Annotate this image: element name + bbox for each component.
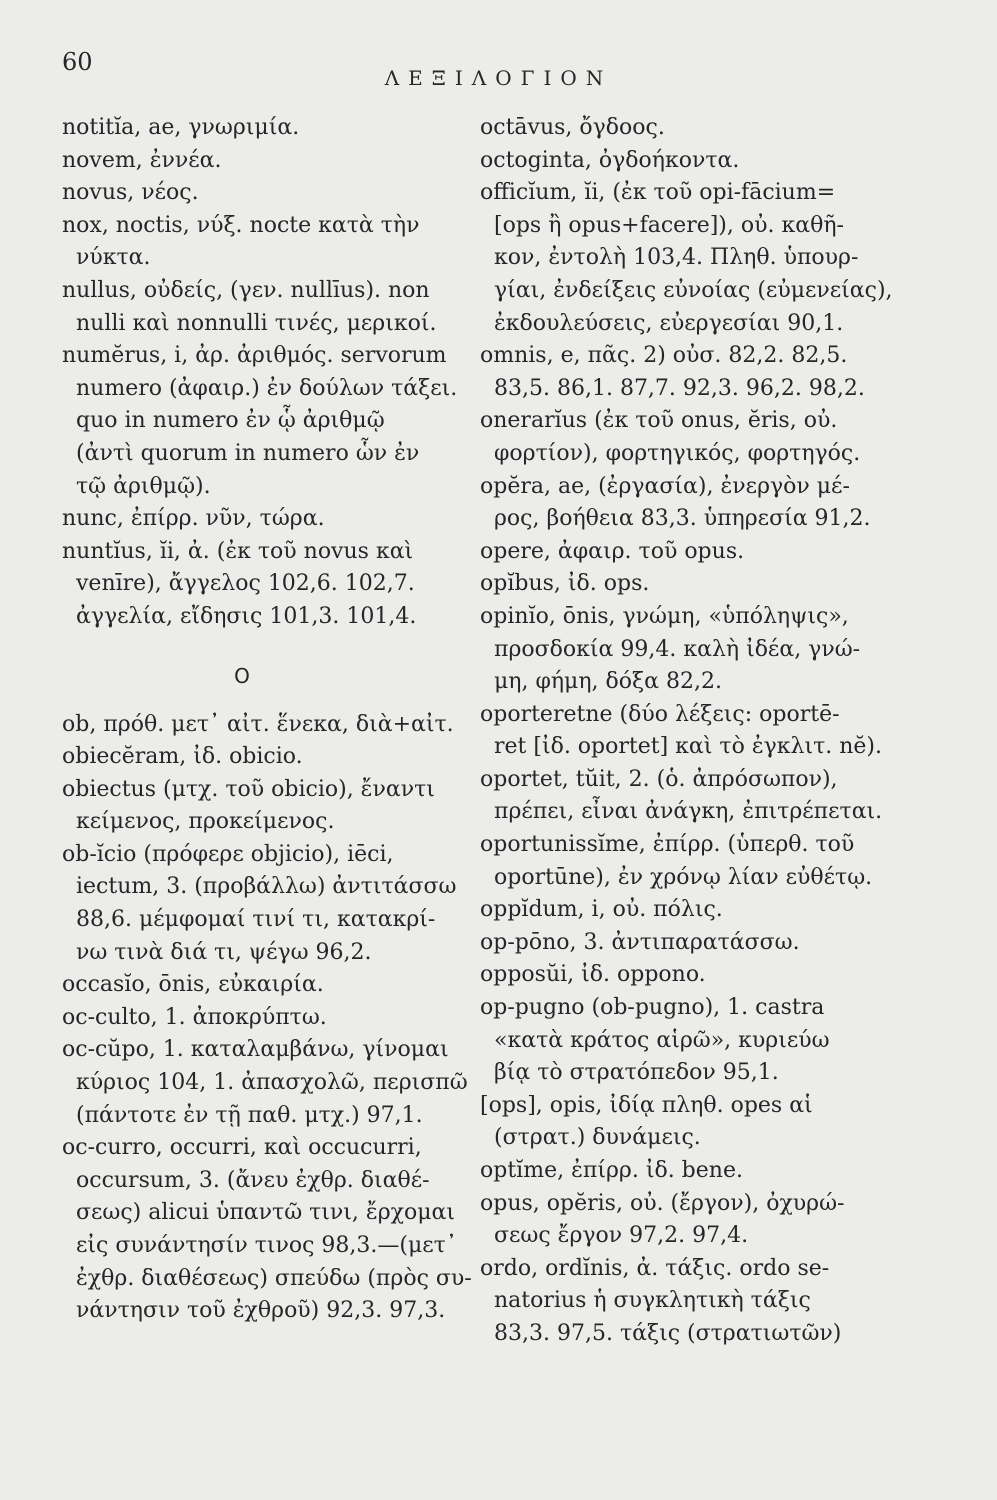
dictionary-line: κον, ἐντολὴ 103,4. Πληθ. ὑπουρ- bbox=[494, 245, 859, 271]
dictionary-line: occasĭo, ōnis, εὐκαιρία. bbox=[62, 972, 324, 998]
dictionary-line: [ops ἢ opus+facere]), οὐ. καθῆ- bbox=[494, 212, 844, 238]
dictionary-line: ob-ĭcio (πρόφερε objicio), iēci, bbox=[62, 841, 394, 867]
dictionary-line: obiecĕram, ἰδ. obicio. bbox=[62, 744, 303, 770]
dictionary-line: [ops], opis, ἰδίᾳ πληθ. opes αἱ bbox=[480, 1092, 813, 1118]
dictionary-line: 83,5. 86,1. 87,7. 92,3. 96,2. 98,2. bbox=[494, 375, 865, 401]
dictionary-line: novus, νέος. bbox=[62, 180, 199, 206]
right-column bbox=[480, 112, 900, 1351]
section-letter: O bbox=[234, 663, 250, 688]
dictionary-line: 83,3. 97,5. τάξις (στρατιωτῶν) bbox=[494, 1320, 842, 1346]
dictionary-line: (ἀντὶ quorum in numero ὧν ἐν bbox=[76, 440, 420, 466]
dictionary-line: φορτίον), φορτηγικός, φορτηγός. bbox=[494, 440, 861, 466]
dictionary-line: κείμενος, προκείμενος. bbox=[76, 809, 335, 835]
dictionary-line: occursum, 3. (ἄνευ ἐχθρ. διαθέ- bbox=[76, 1167, 430, 1193]
dictionary-line: octāvus, ὄγδοος. bbox=[480, 115, 665, 140]
dictionary-line: opĭbus, ἰδ. ops. bbox=[480, 571, 650, 597]
dictionary-line: oporteretne (δύο λέξεις: oportē- bbox=[480, 701, 840, 727]
dictionary-line: τῷ ἀριθμῷ). bbox=[76, 473, 211, 499]
dictionary-line: novem, ἐννέα. bbox=[62, 147, 222, 173]
dictionary-line: νάντησιν τοῦ ἐχθροῦ) 92,3. 97,3. bbox=[76, 1298, 446, 1324]
dictionary-line: onerarĭus (ἐκ τοῦ onus, ĕris, οὐ. bbox=[480, 408, 838, 434]
dictionary-line: opinĭo, ōnis, γνώμη, «ὑπόληψις», bbox=[480, 603, 849, 629]
dictionary-line: nox, noctis, νύξ. nocte κατὰ τὴν bbox=[62, 212, 420, 238]
dictionary-line: ρος, βοήθεια 83,3. ὑπηρεσία 91,2. bbox=[494, 506, 871, 532]
dictionary-line: nulli καὶ nonnulli τινές, μερικοί. bbox=[76, 310, 437, 336]
dictionary-line: venīre), ἄγγελος 102,6. 102,7. bbox=[76, 571, 415, 597]
dictionary-line: oportet, tŭit, 2. (ὁ. ἀπρόσωπον), bbox=[480, 766, 838, 792]
dictionary-line: σεως ἔργον 97,2. 97,4. bbox=[494, 1223, 749, 1249]
dictionary-line: nunc, ἐπίρρ. νῦν, τώρα. bbox=[62, 506, 325, 532]
dictionary-line: νύκτα. bbox=[76, 245, 151, 271]
dictionary-line: σεως) alicui ὑπαντῶ τινι, ἔρχομαι bbox=[76, 1200, 456, 1226]
dictionary-line: obiectus (μτχ. τοῦ obicio), ἔναντι bbox=[62, 776, 435, 802]
dictionary-line: ordo, ordĭnis, ἀ. τάξις. ordo se- bbox=[480, 1255, 830, 1281]
page-number: 60 bbox=[62, 48, 93, 76]
dictionary-line: optĭme, ἐπίρρ. ἰδ. bene. bbox=[480, 1158, 743, 1183]
dictionary-line: εἰς συνάντησίν τινος 98,3.—(μετ᾿ bbox=[76, 1233, 457, 1258]
dictionary-line: ἐχθρ. διαθέσεως) σπεύδω (πρὸς συ- bbox=[76, 1265, 472, 1291]
right-entries-block bbox=[480, 112, 900, 1351]
dictionary-line: βίᾳ τὸ στρατόπεδον 95,1. bbox=[494, 1060, 779, 1086]
dictionary-line: μη, φήμη, δόξα 82,2. bbox=[494, 669, 722, 695]
dictionary-line: κύριος 104, 1. ἀπασχολῶ, περισπῶ bbox=[76, 1070, 468, 1096]
dictionary-line: ἐκδουλεύσεις, εὐεργεσίαι 90,1. bbox=[494, 310, 844, 336]
dictionary-line: ἀγγελία, εἴδησις 101,3. 101,4. bbox=[76, 603, 417, 629]
left-column bbox=[62, 112, 472, 1328]
dictionary-line: omnis, e, πᾶς. 2) οὐσ. 82,2. 82,5. bbox=[480, 343, 848, 369]
dictionary-line: numero (ἀφαιρ.) ἐν δούλων τάξει. bbox=[76, 375, 458, 401]
dictionary-line: oportunissĭme, ἐπίρρ. (ὑπερθ. τοῦ bbox=[480, 832, 855, 858]
dictionary-line: προσδοκία 99,4. καλὴ ἰδέα, γνώ- bbox=[494, 636, 861, 662]
dictionary-line: (στρατ.) δυνάμεις. bbox=[494, 1125, 701, 1151]
dictionary-line: iectum, 3. (προβάλλω) ἀντιτάσσω bbox=[76, 874, 457, 900]
dictionary-line: oc-curro, occurri, καὶ occucurri, bbox=[62, 1135, 422, 1161]
dictionary-line: notitĭa, ae, γνωριμία. bbox=[62, 115, 300, 140]
dictionary-line: nuntĭus, ĭi, ἀ. (ἐκ τοῦ novus καὶ bbox=[62, 538, 414, 564]
dictionary-line: quo in numero ἐν ᾧ ἀριθμῷ bbox=[76, 408, 385, 434]
dictionary-line: oc-culto, 1. ἀποκρύπτω. bbox=[62, 1004, 327, 1030]
dictionary-line: oportūne), ἐν χρόνῳ λίαν εὐθέτῳ. bbox=[494, 864, 873, 890]
dictionary-line: (πάντοτε ἐν τῇ παθ. μτχ.) 97,1. bbox=[76, 1102, 423, 1128]
dictionary-line: ob, πρόθ. μετ᾿ αἰτ. ἕνεκα, διὰ+αἰτ. bbox=[62, 711, 454, 737]
dictionary-line: opposŭi, ἰδ. oppono. bbox=[480, 962, 706, 988]
dictionary-line: opus, opĕris, οὐ. (ἔργον), ὀχυρώ- bbox=[480, 1190, 845, 1216]
running-head: ΛΕΞΙΛΟΓΙΟΝ bbox=[384, 66, 613, 90]
left-entries-block-2 bbox=[62, 709, 472, 1328]
dictionary-line: numĕrus, i, ἀρ. ἀριθμός. servorum bbox=[62, 343, 447, 369]
left-entries-block-1 bbox=[62, 112, 472, 634]
dictionary-line: ret [ἰδ. oportet] καὶ τὸ ἐγκλιτ. nĕ). bbox=[494, 734, 883, 760]
dictionary-line: πρέπει, εἶναι ἀνάγκη, ἐπιτρέπεται. bbox=[494, 799, 883, 825]
dictionary-line: oc-cŭpo, 1. καταλαμβάνω, γίνομαι bbox=[62, 1037, 449, 1063]
dictionary-line: nullus, οὐδείς, (γεν. nullīus). non bbox=[62, 277, 430, 303]
dictionary-line: opĕra, ae, (ἐργασία), ἐνεργὸν μέ- bbox=[480, 473, 850, 499]
dictionary-line: γίαι, ἐνδείξεις εὐνοίας (εὐμενείας), bbox=[494, 277, 893, 303]
dictionary-line: op-pōno, 3. ἀντιπαρατάσσω. bbox=[480, 929, 800, 955]
dictionary-line: 88,6. μέμφομαί τινί τι, κατακρί- bbox=[76, 907, 436, 933]
dictionary-line: νω τινὰ διά τι, ψέγω 96,2. bbox=[76, 939, 372, 965]
dictionary-line: opere, ἀφαιρ. τοῦ opus. bbox=[480, 538, 745, 564]
dictionary-line: oppĭdum, i, οὐ. πόλις. bbox=[480, 897, 723, 923]
dictionary-line: officĭum, ĭi, (ἐκ τοῦ opi-fācium= bbox=[480, 180, 836, 206]
dictionary-line: «κατὰ κράτος αἱρῶ», κυριεύω bbox=[494, 1027, 830, 1053]
dictionary-line: natorius ἡ συγκλητικὴ τάξις bbox=[494, 1288, 811, 1314]
dictionary-line: octoginta, ὀγδοήκοντα. bbox=[480, 147, 740, 173]
dictionary-line: op-pugno (ob-pugno), 1. castra bbox=[480, 995, 825, 1021]
